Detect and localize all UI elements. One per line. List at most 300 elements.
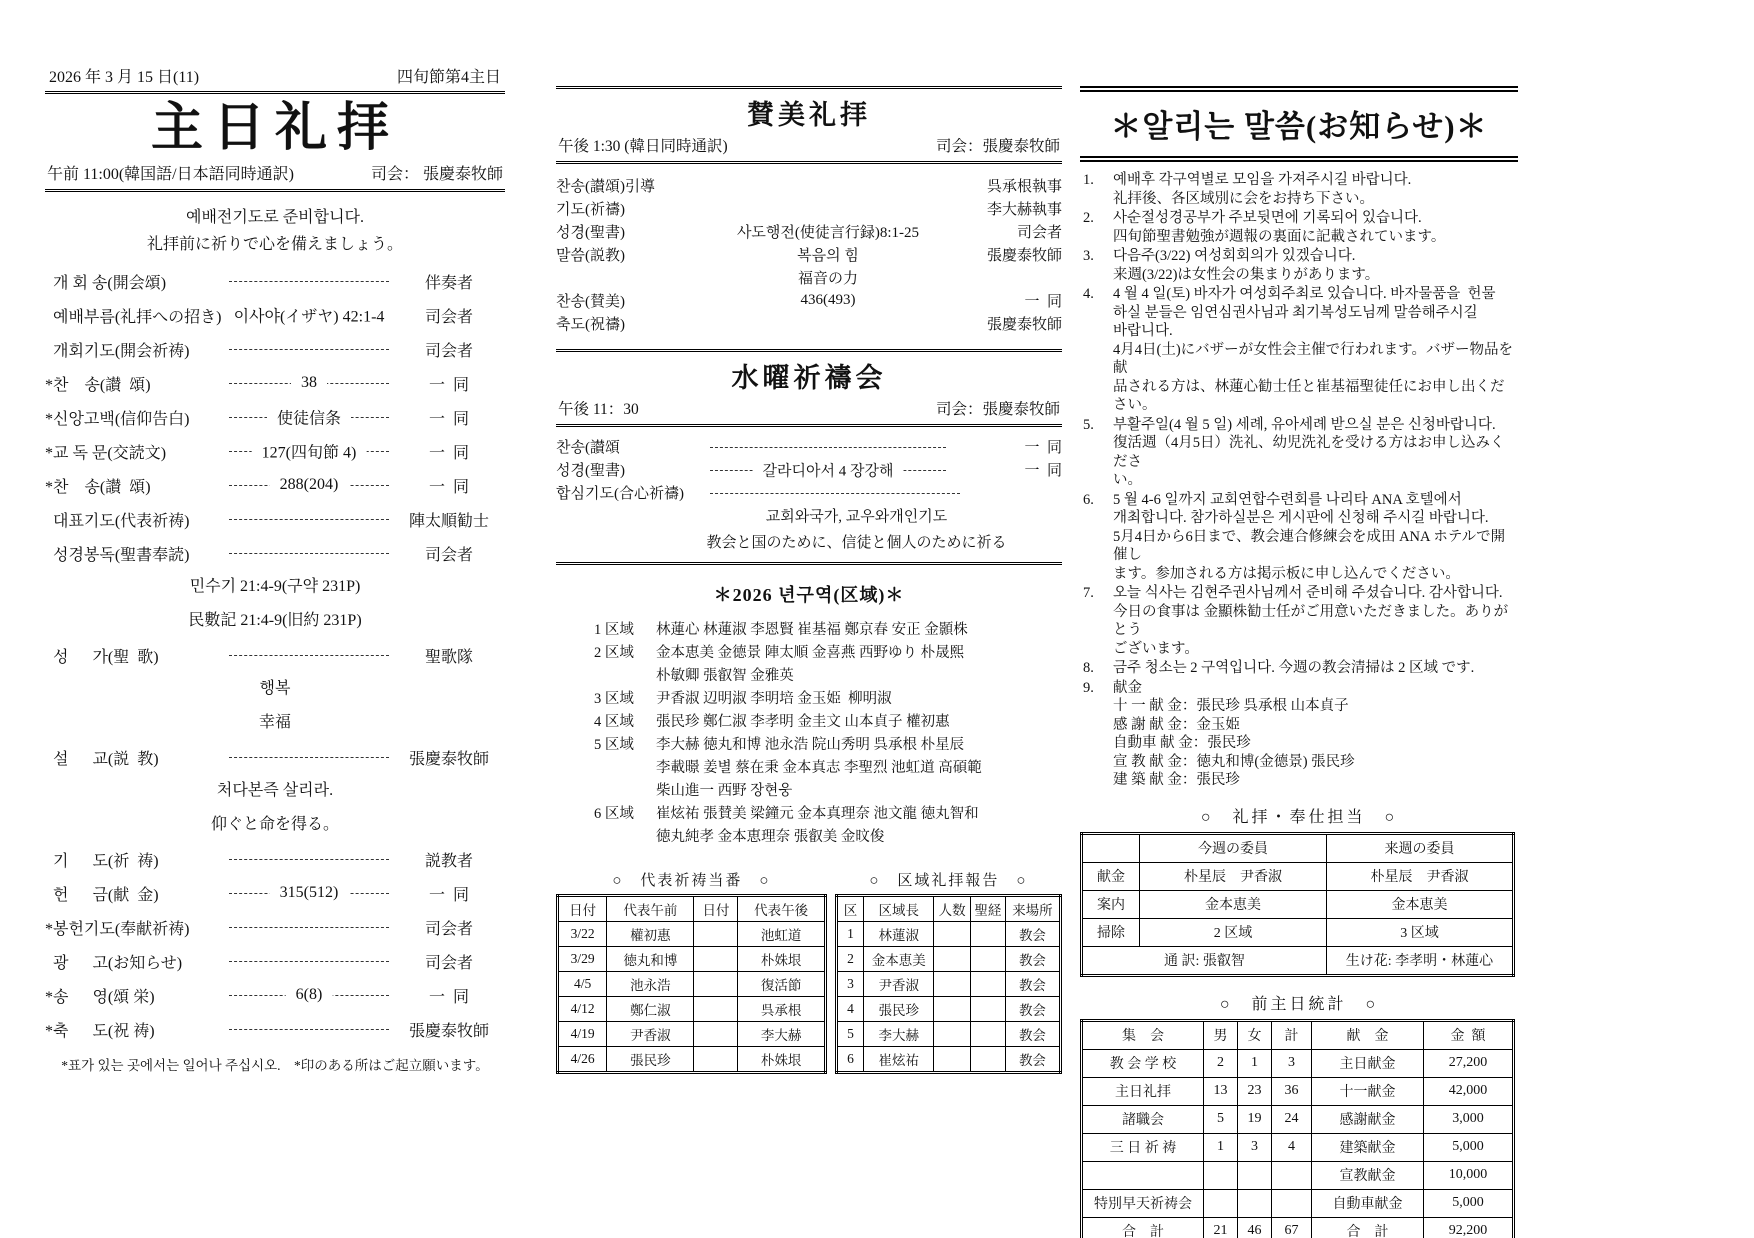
announcement-line: 自動車 献 金：張民珍	[1113, 735, 1251, 751]
table-cell: 教会	[1005, 1022, 1060, 1047]
district-number: 6 区域	[594, 806, 634, 822]
table-cell	[1272, 1161, 1312, 1189]
order-center-value: 이사야(イザヤ) 42:1-4	[224, 304, 395, 327]
order-right: 一 同	[1024, 294, 1062, 310]
district-members-line: 李載暻 姜별 蔡在秉 金本真志 李聖烈 池虹道 高碩範	[656, 760, 982, 776]
announcement-number: 2.	[1083, 210, 1094, 226]
announcement-number: 7.	[1083, 585, 1094, 601]
announcement-line: 4月4日(土)にバザーが女性会主催で行われます。バザー物品を献	[1113, 341, 1513, 376]
table-cell: 36	[1272, 1077, 1312, 1105]
order-label: 성경(聖書)	[556, 225, 625, 241]
announcement-line: ございます。	[1113, 640, 1199, 657]
table-cell	[934, 997, 970, 1022]
stats-table-wrap	[1080, 1019, 1518, 1238]
announcement-item	[1080, 285, 1518, 415]
order-row	[45, 638, 505, 672]
preparation-note-ko: 예배전기도로 준비합니다.	[185, 209, 365, 226]
dash-line	[229, 1012, 389, 1046]
dash-line	[229, 944, 389, 978]
dash-line	[229, 332, 389, 366]
table-cell	[970, 1022, 1005, 1047]
table-row	[1082, 1161, 1514, 1189]
table-cell: 自動車献金	[1312, 1189, 1424, 1217]
table-cell: 諸職会	[1082, 1105, 1204, 1133]
table-cell: 24	[1272, 1105, 1312, 1133]
order-label: 찬송(賛美)	[556, 294, 625, 310]
order-right: 司会者	[424, 920, 473, 938]
prayer-duty-title: ○ 代表祈祷当番 ○	[612, 873, 771, 889]
table-row	[1082, 918, 1514, 946]
announcement-number: 9.	[1083, 679, 1094, 696]
order-row	[45, 876, 505, 910]
table-header-cell: 日付	[558, 896, 607, 922]
table-header-cell: 献 金	[1312, 1020, 1424, 1049]
prayer-topic-ko: 교회와국가, 교우와개인기도	[765, 509, 948, 525]
prayer-duty-block	[556, 869, 827, 1074]
order-right: 張慶泰牧師	[986, 317, 1062, 333]
table-header-cell: 日付	[694, 896, 738, 922]
dash-line	[710, 481, 960, 504]
order-right: 陣太順勧士	[408, 512, 489, 530]
table-row	[836, 972, 1060, 997]
announcement-item	[1080, 491, 1518, 584]
order-row	[45, 944, 505, 978]
dash-line	[229, 978, 389, 1012]
wednesday-mc: 司会：張慶泰牧師	[935, 401, 1060, 418]
order-row	[45, 978, 505, 1012]
table-row	[558, 1047, 826, 1073]
district-members-line: 尹香淑 辺明淑 李明培 金玉姫 柳明淑	[656, 691, 892, 707]
table-row	[558, 1022, 826, 1047]
wednesday-prayer-section	[556, 349, 1062, 565]
order-label: 성경봉독(聖書奉読)	[45, 546, 190, 564]
announcement-line: 礼拝後、各区域別に会をお持ち下さい。	[1113, 190, 1374, 207]
table-cell: 鄭仁淑	[607, 997, 694, 1022]
announcement-text	[1113, 285, 1518, 415]
table-row	[1082, 1189, 1514, 1217]
order-row	[45, 842, 505, 876]
order-right: 李大赫執事	[986, 202, 1062, 218]
order-row	[556, 243, 1062, 266]
table-cell: 教会	[1005, 947, 1060, 972]
dash-line	[229, 264, 389, 298]
order-right: 一 同	[1024, 440, 1062, 456]
dash-line	[229, 366, 389, 400]
table-cell	[970, 972, 1005, 997]
order-label: 찬송(讃頌	[556, 440, 620, 456]
table-cell	[934, 1047, 970, 1073]
order-right: 張慶泰牧師	[408, 750, 489, 768]
order-row	[45, 434, 505, 468]
order-row	[556, 174, 1062, 197]
dash-line	[229, 876, 389, 910]
table-cell: 2 区域	[1140, 918, 1327, 946]
order-label: *교 독 문(交読文)	[45, 444, 167, 462]
table-cell: 林蓮淑	[864, 922, 934, 947]
table-cell: 朴姝垠	[738, 1047, 825, 1073]
table-row	[558, 922, 826, 947]
order-row	[556, 220, 1062, 243]
order-row	[556, 312, 1062, 335]
district-report-table-wrap	[835, 894, 1062, 1074]
table-cell: 5,000	[1424, 1133, 1514, 1161]
order-label: *찬 송(讃 頌)	[45, 376, 151, 394]
table-cell	[934, 947, 970, 972]
order-right: 一 同	[428, 886, 469, 904]
order-right: 司会者	[424, 308, 473, 326]
table-cell	[970, 1047, 1005, 1073]
table-cell: 宣教献金	[1312, 1161, 1424, 1189]
table-cell: 67	[1272, 1217, 1312, 1238]
table-cell: 尹香淑	[607, 1022, 694, 1047]
order-row	[556, 289, 1062, 312]
table-cell: 教会	[1005, 972, 1060, 997]
table-cell	[1204, 1161, 1238, 1189]
table-cell: 1	[1238, 1049, 1272, 1077]
order-center-value: 福音の力	[797, 271, 858, 287]
order-center-value: 38	[291, 374, 327, 392]
table-cell	[694, 947, 738, 972]
announcement-line: 十 一 献 金：張民珍 呉承根 山本貞子	[1113, 698, 1349, 714]
order-row	[45, 298, 505, 332]
table-cell: 3 区域	[1327, 918, 1514, 946]
table-cell	[694, 972, 738, 997]
table-header-cell: 人数	[934, 896, 970, 922]
table-footer-cell: 通 訳: 張叡智	[1082, 946, 1327, 975]
order-row	[556, 481, 1062, 504]
service-duty-table-wrap	[1080, 832, 1518, 977]
district-number: 4 区域	[594, 714, 634, 730]
announcement-line: 献金	[1113, 679, 1142, 696]
table	[835, 894, 1062, 1074]
table-header-cell: 計	[1272, 1020, 1312, 1049]
table-header-cell: 区域長	[864, 896, 934, 922]
table-header-cell: 男	[1204, 1020, 1238, 1049]
dash-line	[710, 435, 946, 458]
dash-line	[229, 400, 389, 434]
announcement-number: 1.	[1083, 172, 1094, 188]
order-right: 張慶泰牧師	[408, 1022, 489, 1040]
district-number: 2 区域	[594, 645, 634, 661]
order-label: 기도(祈禱)	[556, 202, 625, 218]
table-cell: 2	[836, 947, 863, 972]
table-cell: 主日献金	[1312, 1049, 1424, 1077]
table-cell: 4	[836, 997, 863, 1022]
order-right: 聖歌隊	[424, 648, 473, 666]
order-right: 張慶泰牧師	[986, 248, 1062, 264]
district-number: 1 区域	[594, 622, 634, 638]
announcement-line: 예배후 각구역별로 모임을 가져주시길 바랍니다.	[1113, 172, 1412, 188]
table-cell: 1	[836, 922, 863, 947]
joint-prayer-topics	[556, 504, 1062, 565]
prayer-duty-table-wrap	[556, 894, 827, 1074]
table-cell: 献金	[1082, 862, 1140, 890]
table-row	[1082, 1105, 1514, 1133]
order-row	[45, 468, 505, 502]
table-row	[1082, 1049, 1514, 1077]
order-center-value: 315(512)	[270, 884, 349, 902]
table-cell	[694, 997, 738, 1022]
table-cell	[970, 922, 1005, 947]
district-members-line: 張民珍 鄭仁淑 李孝明 金圭文 山本貞子 權初惠	[656, 714, 950, 730]
table-header-row	[836, 896, 1060, 922]
praise-service-title: 賛美礼拝	[747, 100, 871, 130]
announcement-line: 금주 청소는 2 구역입니다. 今週の教会清掃は 2 区域 です.	[1113, 660, 1475, 676]
announcement-item	[1080, 679, 1518, 790]
announcement-line: 오늘 식사는 김현주권사님께서 준비해 주셨습니다. 감사합니다.	[1113, 585, 1503, 601]
district-members	[656, 688, 1062, 711]
table-row	[1082, 890, 1514, 918]
dash-line	[229, 740, 389, 774]
order-label: 설 교(説 教)	[45, 750, 159, 768]
order-label: *신앙고백(信仰告白)	[45, 410, 190, 428]
announcement-line: ます。参加される方は掲示板に申し込んでください。	[1113, 565, 1460, 582]
table-cell: 5	[836, 1022, 863, 1047]
order-row	[556, 435, 1062, 458]
wednesday-prayer-title: 水曜祈禱会	[731, 363, 887, 393]
table-cell: 4/5	[558, 972, 607, 997]
announcement-text	[1113, 584, 1518, 658]
order-row	[45, 264, 505, 298]
order-center-value: 사도행전(使徒言行録)8:1-25	[736, 225, 920, 241]
table-cell: 6	[836, 1047, 863, 1073]
table-cell: 感謝献金	[1312, 1105, 1424, 1133]
table-cell: 3/29	[558, 947, 607, 972]
dash-line	[229, 842, 389, 876]
order-label: 합심기도(合心祈禱)	[556, 486, 684, 502]
table-row	[836, 997, 1060, 1022]
order-right: 一 同	[428, 376, 469, 394]
dash-line	[229, 468, 389, 502]
table-cell: 合 計	[1082, 1217, 1204, 1238]
table-cell	[934, 1022, 970, 1047]
order-label: 성경(聖書)	[556, 463, 625, 479]
table-footer-row	[1082, 946, 1514, 975]
order-label: 말씀(説教)	[556, 248, 625, 264]
order-center-value: 127(四旬節 4)	[252, 440, 367, 463]
announcement-line: 하실 분들은 임연심권사님과 최기복성도님께 말씀해주시길	[1113, 304, 1478, 321]
stats-title: ○ 前主日統計 ○	[1219, 995, 1379, 1013]
table-cell: 3	[1272, 1049, 1312, 1077]
table-cell	[934, 972, 970, 997]
order-label: *송 영(頌 栄)	[45, 988, 155, 1006]
order-right: 一 同	[428, 444, 469, 462]
table-row	[836, 947, 1060, 972]
liturgical-season: 四旬節第4主日	[396, 69, 501, 86]
district-number: 3 区域	[594, 691, 634, 707]
order-row	[45, 536, 505, 570]
district-members	[656, 734, 1062, 803]
order-right: 一 同	[428, 478, 469, 496]
table-cell: 21	[1204, 1217, 1238, 1238]
praise-service-mc: 司会：張慶泰牧師	[935, 138, 1060, 155]
table-row	[1082, 1133, 1514, 1161]
praise-order-list	[556, 174, 1062, 335]
table-cell: 19	[1238, 1105, 1272, 1133]
table-cell: 92,200	[1424, 1217, 1514, 1238]
table-cell: 13	[1204, 1077, 1238, 1105]
table-cell: 呉承根	[738, 997, 825, 1022]
district-members-line: 李大赫 徳丸和博 池永浩 院山秀明 呉承根 朴星辰	[656, 737, 965, 753]
prayer-topic-ja: 教会と国のために、信徒と個人のために祈る	[706, 535, 1007, 551]
announcement-line: 今日の食事は 金顯株勧士任がご用意いただきました。ありがとう	[1113, 603, 1509, 638]
order-label: *봉헌기도(奉献祈祷)	[45, 920, 190, 938]
announcement-line: 来週(3/22)は女性会の集まりがあります。	[1113, 266, 1380, 283]
announcement-line: 사순절성경공부가 주보뒷면에 기록되어 있습니다.	[1113, 210, 1422, 226]
order-center-line: 民數記 21:4-9(旧約 231P)	[188, 612, 362, 629]
announcement-number: 3.	[1083, 248, 1094, 264]
order-row	[45, 910, 505, 944]
announcement-line: 4 월 4 일(토) 바자가 여성회주최로 있습니다. 바자물품을 헌물	[1113, 286, 1496, 302]
table-cell	[934, 922, 970, 947]
sunday-worship-column	[45, 62, 505, 1074]
announcement-line: 復活週（4月5日）洗礼、幼児洗礼を受ける方はお申し込みくださ	[1113, 435, 1505, 470]
order-label: *찬 송(讃 頌)	[45, 478, 151, 496]
order-center-line: 仰ぐと命を得る。	[210, 816, 339, 833]
announcement-text	[1113, 659, 1518, 678]
table-cell	[1204, 1189, 1238, 1217]
announcement-line: 5月4日から6日まで、教会連合修練会を成田 ANA ホテルで開催し	[1113, 528, 1506, 563]
announcement-item	[1080, 247, 1518, 284]
order-right: 司会者	[424, 342, 473, 360]
table-cell	[1238, 1161, 1272, 1189]
district-members	[656, 642, 1062, 688]
table-cell: 徳丸和博	[607, 947, 694, 972]
order-row	[45, 740, 505, 774]
district-members	[656, 619, 1062, 642]
table-header-row	[1082, 1020, 1514, 1049]
order-center-value: 436(493)	[800, 292, 856, 308]
table-cell	[1238, 1189, 1272, 1217]
table-row	[558, 997, 826, 1022]
dash-line	[229, 536, 389, 570]
district-row	[594, 734, 1062, 803]
table-cell: 復活節	[738, 972, 825, 997]
table-footer-cell: 生け花: 李孝明・林蓮心	[1327, 946, 1514, 975]
table-header-cell: 代表午後	[738, 896, 825, 922]
table-cell: 3	[836, 972, 863, 997]
announcement-item	[1080, 209, 1518, 246]
order-label: 축도(祝禱)	[556, 317, 625, 333]
table-header-cell: 区	[836, 896, 863, 922]
table	[1080, 1019, 1515, 1238]
table-cell: 3,000	[1424, 1105, 1514, 1133]
table-cell: 合 計	[1312, 1217, 1424, 1238]
table-header-row	[1082, 833, 1514, 862]
order-right: 一 同	[428, 988, 469, 1006]
district-row	[594, 642, 1062, 688]
announcement-number: 8.	[1083, 660, 1094, 676]
order-row	[45, 1012, 505, 1046]
order-row	[45, 332, 505, 366]
order-right: 説教者	[424, 852, 473, 870]
announcement-item	[1080, 171, 1518, 208]
table-cell: 李大赫	[864, 1022, 934, 1047]
announcement-text	[1113, 416, 1518, 490]
praise-service-section	[556, 86, 1062, 335]
table-cell: 張民珍	[864, 997, 934, 1022]
district-members-line: 朴敏卿 張叡智 金雅英	[656, 668, 794, 684]
table	[556, 894, 827, 1074]
table-cell: 3	[1238, 1133, 1272, 1161]
table-cell: 46	[1238, 1217, 1272, 1238]
table-cell: 朴星辰 尹香淑	[1140, 862, 1327, 890]
announcement-line: 感 謝 献 金：金玉姫	[1113, 716, 1240, 733]
announcement-number: 5.	[1083, 416, 1094, 433]
table-cell: 十一献金	[1312, 1077, 1424, 1105]
page-header	[45, 62, 505, 94]
dash-line	[229, 434, 389, 468]
announcement-line: い。	[1113, 472, 1142, 488]
district-report-block	[835, 869, 1062, 1074]
district-row	[594, 803, 1062, 849]
table-cell: 掃除	[1082, 918, 1140, 946]
table-cell	[694, 922, 738, 947]
table-cell: 池虹道	[738, 922, 825, 947]
dash-line	[229, 502, 389, 536]
announcement-number: 6.	[1083, 491, 1094, 508]
announcement-line: 宣 教 献 金：徳丸和博(金德景) 張民珍	[1113, 753, 1355, 770]
wednesday-order-list	[556, 435, 1062, 504]
order-right: 一 同	[428, 410, 469, 428]
wednesday-time-row	[556, 395, 1062, 427]
table-row	[836, 922, 1060, 947]
table-cell: 2	[1204, 1049, 1238, 1077]
district-row	[594, 711, 1062, 734]
announcement-line: 개최합니다. 참가하실분은 게시판에 신청해 주시길 바랍니다.	[1113, 510, 1489, 526]
district-members-line: 林蓮心 林蓮淑 李恩賢 崔基福 鄭京春 安正 金顥株	[656, 622, 968, 638]
duty-tables	[556, 869, 1062, 1074]
table-row	[1082, 1077, 1514, 1105]
table-cell: 案内	[1082, 890, 1140, 918]
table-cell: 10,000	[1424, 1161, 1514, 1189]
order-center-value: 갈라디아서 4 장강해	[753, 459, 904, 480]
table-header-cell: 金 額	[1424, 1020, 1514, 1049]
table-row	[1082, 1217, 1514, 1238]
order-right: 伴奏者	[424, 274, 473, 292]
announcement-text	[1113, 209, 1518, 246]
service-duty-title: ○ 礼拝・奉仕担当 ○	[1200, 808, 1398, 826]
table-header-cell: 代表午前	[607, 896, 694, 922]
table-cell: 張民珍	[607, 1047, 694, 1073]
announcement-item	[1080, 584, 1518, 658]
table-cell: 池永浩	[607, 972, 694, 997]
table-cell: 建築献金	[1312, 1133, 1424, 1161]
table-header-cell: 今週の委員	[1140, 833, 1327, 862]
order-label: 찬송(讃頌)引導	[556, 179, 655, 195]
table-cell: 崔炫祐	[864, 1047, 934, 1073]
worship-order-list	[45, 264, 505, 1046]
table-cell: 4/19	[558, 1022, 607, 1047]
table-cell: 特別早天祈祷会	[1082, 1189, 1204, 1217]
dash-line	[229, 910, 389, 944]
district-row	[594, 688, 1062, 711]
table-cell	[694, 1047, 738, 1073]
announcement-item	[1080, 416, 1518, 490]
dash-line	[229, 638, 389, 672]
table-row	[1082, 862, 1514, 890]
praise-service-time: 午後 1:30 (韓日同時通訳)	[558, 138, 728, 155]
page-title: 主日礼拝	[150, 100, 399, 157]
order-center-value: 복음의 힘	[797, 248, 859, 264]
announcement-text	[1113, 491, 1518, 584]
order-label: 대표기도(代表祈祷)	[45, 512, 190, 530]
table-cell: 金本恵美	[1140, 890, 1327, 918]
order-right: 司会者	[424, 546, 473, 564]
table-cell: 權初惠	[607, 922, 694, 947]
order-row	[45, 502, 505, 536]
district-members	[656, 711, 1062, 734]
